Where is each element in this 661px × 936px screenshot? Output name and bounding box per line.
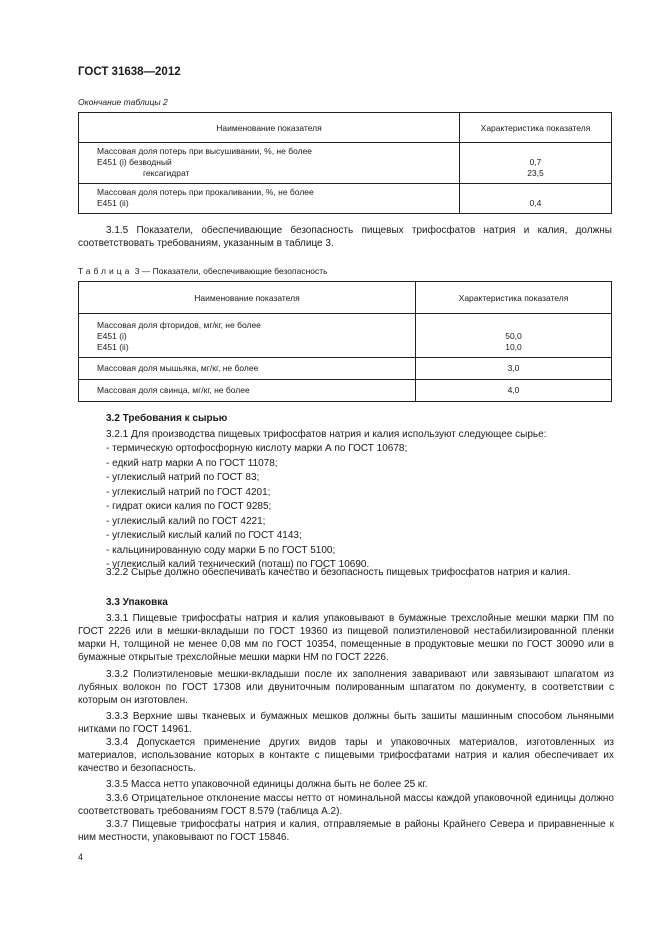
- table-2-col-value-header: Характеристика показателя: [460, 113, 612, 143]
- list-item: - углекислый кислый калий по ГОСТ 4143;: [106, 530, 302, 541]
- table-3-col-value-header: Характеристика показателя: [416, 282, 612, 314]
- paragraph-3-3-7: 3.3.7 Пищевые трифосфаты натрия и калия, отправляемые в районы Крайнего Севера и приравненные к ним местности, упаковывают по ГОСТ 15846.: [78, 819, 614, 843]
- row-label: гексагидрат: [143, 168, 190, 178]
- row-label: Массовая доля потерь при высушивании, %, не более: [97, 146, 313, 156]
- table-row: [79, 143, 612, 184]
- table-3-caption: [78, 266, 328, 276]
- row-label: E451 (ii): [97, 342, 129, 352]
- paragraph-3-2-2: 3.2.2 Сырье должно обеспечивать качество и безопасность пищевых трифосфатов натрия и калия.: [106, 567, 571, 578]
- row-value: 10,0: [505, 342, 522, 352]
- row-value: 0,7: [529, 157, 542, 167]
- table-row: [79, 184, 612, 214]
- table-row: [79, 358, 612, 380]
- paragraph-3-1-5: 3.1.5 Показатели, обеспечивающие безопасность пищевых трифосфатов натрия и калия, должны соответствовать требованиям, указанным в таблице 3.: [78, 225, 612, 249]
- table-2-col-name-header: Наименование показателя: [79, 113, 460, 143]
- document-code-header: ГОСТ 31638—2012: [78, 66, 181, 78]
- table-2-caption: Окончание таблицы 2: [78, 97, 168, 107]
- table-3: [78, 281, 612, 402]
- row-label: E451 (i): [97, 331, 127, 341]
- table-2: [78, 112, 612, 214]
- row-value: 23,5: [527, 168, 544, 178]
- raw-materials-list: [106, 442, 407, 573]
- row-label: E451 (ii): [97, 198, 129, 208]
- list-item: - углекислый натрий по ГОСТ 83;: [106, 472, 260, 483]
- table-row: [79, 314, 612, 358]
- paragraph-3-3-4: 3.3.4 Допускается применение других видов тары и упаковочных материалов, изготовленных из материалов, использование которых в контакте с пищевыми трифосфатами натрия и калия обеспечивает их качество и безопасность.: [78, 737, 614, 774]
- section-3-2-title: 3.2 Требования к сырью: [106, 413, 228, 424]
- row-label: Массовая доля потерь при прокаливании, %, не более: [97, 187, 314, 197]
- list-item: - углекислый калий технический (поташ) по ГОСТ 10690.: [106, 559, 370, 570]
- row-label: E451 (i) безводный: [97, 157, 172, 167]
- page-number: 4: [78, 852, 84, 862]
- paragraph-3-3-5: 3.3.5 Масса нетто упаковочной единицы должна быть не более 25 кг.: [106, 779, 428, 790]
- table-3-col-name-header: Наименование показателя: [79, 282, 416, 314]
- list-item: - углекислый натрий по ГОСТ 4201;: [106, 486, 271, 498]
- table-row: [79, 380, 612, 402]
- paragraph-3-3-2: 3.3.2 Полиэтиленовые мешки-вкладыши после их заполнения заваривают или завязывают шпагатом из лубяных волокон по ГОСТ 17308 или двуниточным полированным шпагатом по документу, в соответствии с которым он изготовлен.: [78, 669, 614, 706]
- row-label: Массовая доля свинца, мг/кг, не более: [97, 385, 250, 395]
- list-item: - едкий натр марки А по ГОСТ 11078;: [106, 457, 278, 469]
- row-value: 0,4: [529, 198, 542, 208]
- paragraph-3-3-3: 3.3.3 Верхние швы тканевых и бумажных мешков должны быть зашиты машинным способом льняными нитками по ГОСТ 14961.: [78, 711, 614, 735]
- paragraph-3-3-6: 3.3.6 Отрицательное отклонение массы нетто от номинальной массы каждой упаковочной единицы должно соответствовать требованиям ГОСТ 8.579 (таблица А.2).: [78, 793, 614, 817]
- table-3-caption-text: 3 — Показатели, обеспечивающие безопасность: [134, 266, 328, 276]
- row-value: 4,0: [507, 385, 520, 395]
- list-item: - гидрат окиси калия по ГОСТ 9285;: [106, 501, 272, 512]
- row-value: 50,0: [505, 331, 522, 341]
- paragraph-3-3-1: 3.3.1 Пищевые трифосфаты натрия и калия упаковывают в бумажные трехслойные мешки марки ПМ по ГОСТ 2226 или в мешки-вкладыши по ГОСТ 19360 из пищевой полиэтиленовой нестабилизированной пленки марки Н, толщиной не менее 0,08 мм по ГОСТ 10354, помещенные в продуктовые мешки по ГОСТ 30090 или в бумажные открытые трехслойные мешки марки НМ по ГОСТ 2226.: [78, 613, 614, 663]
- list-item: - термическую ортофосфорную кислоту марки А по ГОСТ 10678;: [106, 443, 408, 454]
- section-3-3-title: 3.3 Упаковка: [106, 597, 168, 608]
- row-value: 3,0: [507, 363, 520, 373]
- table-3-caption-word: Таблица: [78, 266, 133, 276]
- row-label: Массовая доля фторидов, мг/кг, не более: [97, 320, 261, 330]
- row-label: Массовая доля мышьяка, мг/кг, не более: [97, 363, 259, 373]
- list-item: - кальцинированную соду марки Б по ГОСТ 5100;: [106, 544, 336, 556]
- list-item: - углекислый калий по ГОСТ 4221;: [106, 515, 266, 527]
- paragraph-3-2-1: 3.2.1 Для производства пищевых трифосфатов натрия и калия используют следующее сырье:: [106, 429, 547, 440]
